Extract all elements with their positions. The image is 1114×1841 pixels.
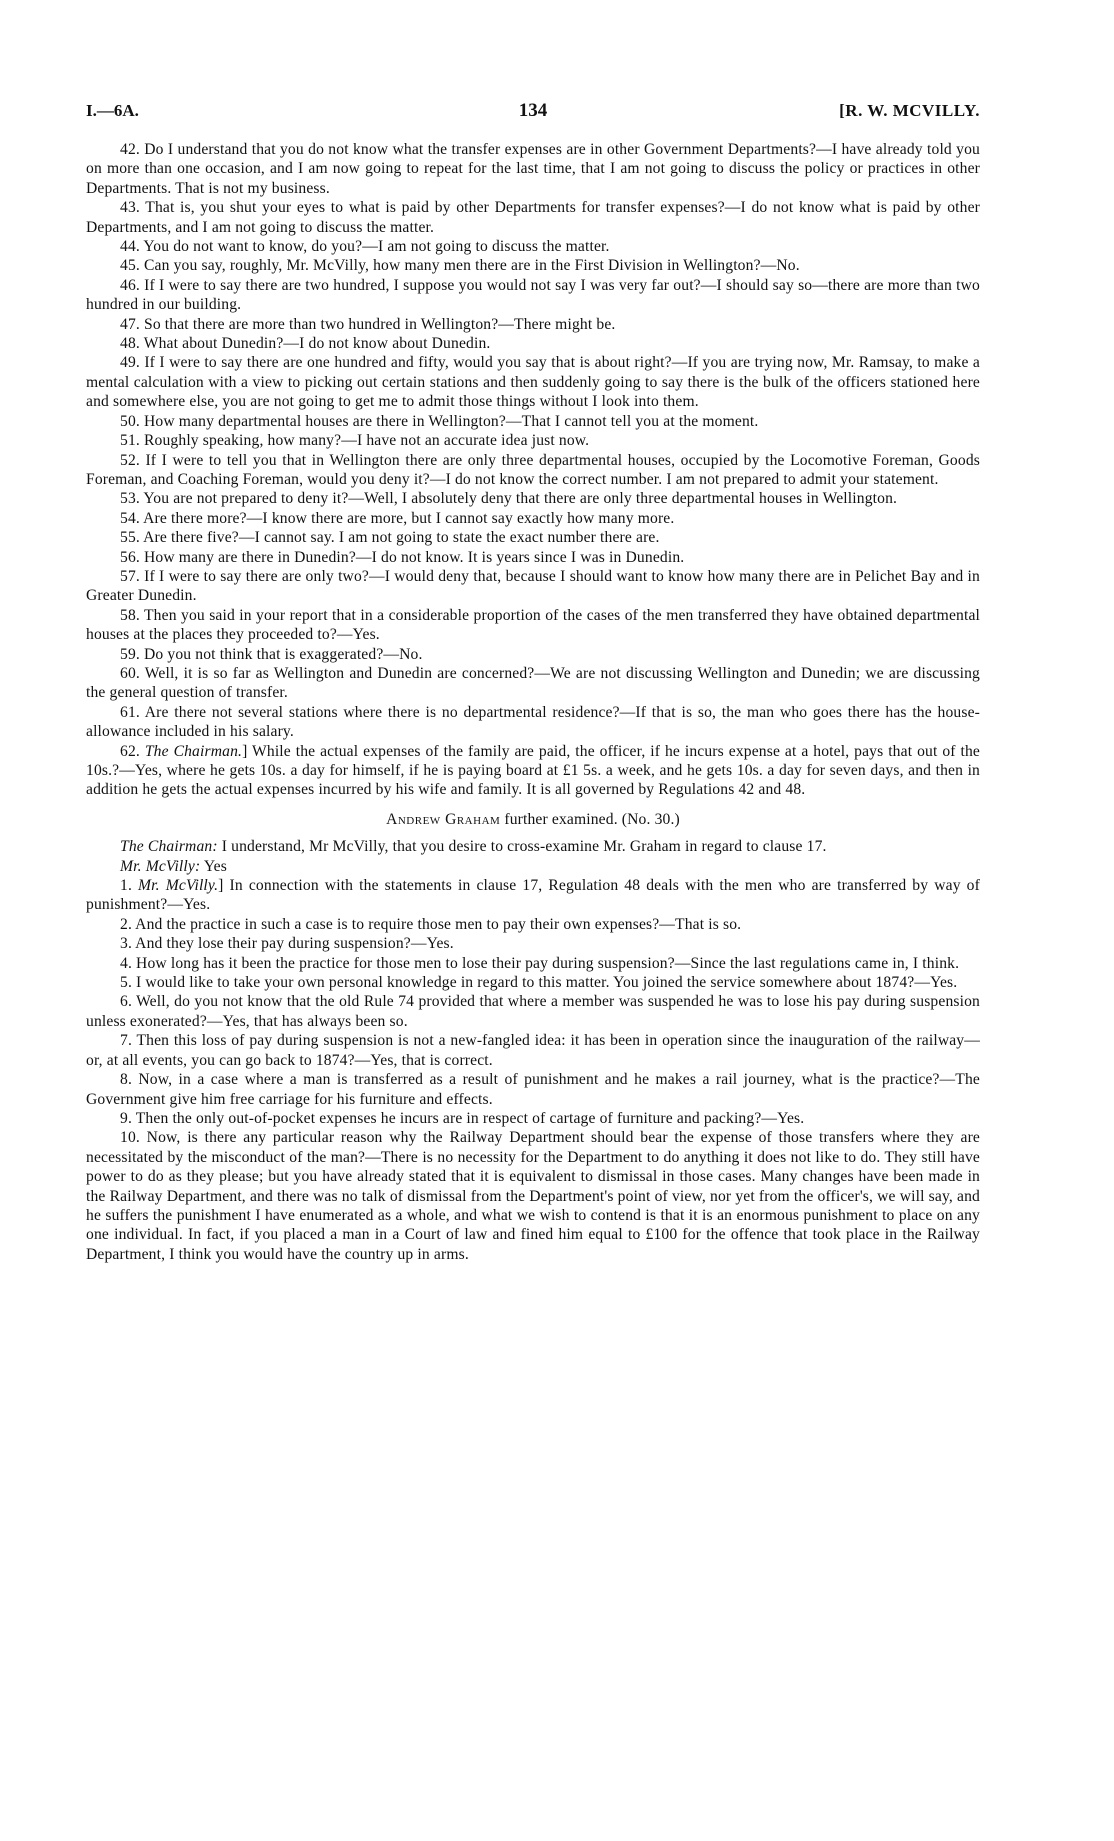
paragraph-text: ] In connection with the statements in clause 17, Regulation 48 deals with the men who are transferred by way of punishment?—Yes.	[86, 877, 980, 914]
paragraph-7: 7. Then this loss of pay during suspension is not a new-fangled idea: it has been in operation since the inauguration of the railway—or, at all events, you can go back to 1874?—Yes, that is correct.	[86, 1032, 980, 1069]
paragraph-45: 45. Can you say, roughly, Mr. McVilly, how many men there are in the First Division in Wellington?—No.	[120, 257, 800, 275]
paragraph-text: Yes	[203, 857, 227, 875]
paragraph-text: I understand, Mr McVilly, that you desire to cross-examine Mr. Graham in regard to clause 17.	[221, 838, 827, 856]
paragraph-4: 4. How long has it been the practice for those men to lose their pay during suspension?—Since the last regulations came in, I think.	[120, 954, 960, 972]
paragraph-55: 55. Are there five?—I cannot say. I am not going to state the exact number there are.	[120, 529, 660, 547]
paragraph-49: 49. If I were to say there are one hundred and fifty, would you say that is about right?—If you are trying now, Mr. Ramsay, to make a mental calculation with a view to picking out certain stations and then suddenly going to say there is the bulk of the officers stationed here and somewhere else, you are not going to get me to admit those things without I look into them.	[86, 354, 980, 411]
page-number: 134	[518, 100, 548, 121]
paper-reference: I.—6A.	[86, 101, 139, 120]
paragraph-60: 60. Well, it is so far as Wellington and Dunedin are concerned?—We are not discussing Wellington and Dunedin; we are discussing the general question of transfer.	[86, 664, 980, 702]
paragraph-52: 52. If I were to tell you that in Wellington there are only three departmental houses, occupied by the Locomotive Foreman, Goods Foreman, and Coaching Foreman, would you deny it?—I do not know the correct number. I am not prepared to admit your statement.	[86, 451, 980, 488]
paragraph-44: 44. You do not want to know, do you?—I am not going to discuss the matter.	[120, 238, 610, 256]
body-text	[86, 140, 980, 1264]
document-page	[86, 100, 980, 1264]
paragraph-46: 46. If I were to say there are two hundred, I suppose you would not say I was very far out?—I should say so—there are more than two hundred in our building.	[86, 276, 980, 314]
paragraph-2: 2. And the practice in such a case is to require those men to pay their own expenses?—That is so.	[120, 915, 742, 933]
paragraph-43: 43. That is, you shut your eyes to what is paid by other Departments for transfer expenses?—I do not know what is paid by other Departments, and I am not going to discuss the matter.	[86, 199, 980, 236]
witness-heading-name: Andrew Graham	[386, 810, 501, 828]
speaker-name: The Chairman.	[144, 742, 243, 760]
speaker-name: Mr. McVilly.	[138, 877, 219, 895]
mcvilly-reply	[86, 857, 980, 876]
paragraph-number: 1.	[120, 877, 132, 895]
paragraph-text: ] While the actual expenses of the family are paid, the officer, if he incurs expense at a hotel, pays that out of the 10s.?—Yes, where he gets 10s. a day for himself, if he is paying board at £1 5s. a week, and he gets 10s. a day for seven days, and then in addition he gets the actual expenses incurred by his wife and family. It is all governed by Regulations 42 and 48.	[86, 742, 980, 799]
paragraph-3: 3. And they lose their pay during suspension?—Yes.	[120, 935, 454, 953]
paragraph-56: 56. How many are there in Dunedin?—I do not know. It is years since I was in Dunedin.	[120, 548, 685, 566]
paragraph-10: 10. Now, is there any particular reason why the Railway Department should bear the expense of those transfers where they are necessitated by the misconduct of the man?—There is no necessity for the Department to do anything it does not like to do. They still have power to do as they please; but you have already stated that it is equivalent to dismissal in those cases. Many changes have been made in the Railway Department, and there was no talk of dismissal from the Department's point of view, nor yet from the officer's, we will say, and he suffers the punishment I have enumerated as a whole, and what we wish to contend is that it is an enormous punishment to place on any one individual. In fact, if you placed a man in a Court of law and fined him equal to £100 for the offence that took place in the Railway Department, I think you would have the country up in arms.	[86, 1129, 980, 1263]
paragraph-62	[86, 742, 980, 800]
paragraph-59: 59. Do you not think that is exaggerated?—No.	[120, 645, 423, 663]
paragraph-48: 48. What about Dunedin?—I do not know about Dunedin.	[120, 335, 491, 353]
chairman-intro	[86, 837, 980, 856]
paragraph-58: 58. Then you said in your report that in a considerable proportion of the cases of the men transferred they have obtained departmental houses at the places they proceeded to?—Yes.	[86, 606, 980, 644]
paragraph-53: 53. You are not prepared to deny it?—Well, I absolutely deny that there are only three departmental houses in Wellington.	[120, 490, 898, 508]
speaker-name: The Chairman:	[120, 838, 218, 856]
paragraph-42: 42. Do I understand that you do not know what the transfer expenses are in other Government Departments?—I have already told you on more than one occasion, and I am now going to repeat for the last time, that I am not going to discuss the policy or practices in other Departments. That is not my business.	[86, 141, 980, 197]
paragraph-61: 61. Are there not several stations where there is no departmental residence?—If that is so, the man who goes there has the house-allowance included in his salary.	[86, 703, 980, 741]
paragraph-5: 5. I would like to take your own personal knowledge in regard to this matter. You joined the service somewhere about 1874?—Yes.	[120, 974, 958, 992]
paragraph-51: 51. Roughly speaking, how many?—I have not an accurate idea just now.	[120, 432, 590, 450]
paragraph-1	[86, 876, 980, 915]
witness-heading-rest: further examined. (No. 30.)	[504, 810, 680, 828]
paragraph-54: 54. Are there more?—I know there are more, but I cannot say exactly how many more.	[120, 509, 675, 527]
paragraph-9: 9. Then the only out-of-pocket expenses he incurs are in respect of cartage of furniture and packing?—Yes.	[120, 1109, 805, 1127]
paragraph-47: 47. So that there are more than two hundred in Wellington?—There might be.	[120, 315, 616, 333]
paragraph-8: 8. Now, in a case where a man is transferred as a result of punishment and he makes a rail journey, what is the practice?—The Government give him free carriage for his furniture and effects.	[86, 1071, 980, 1108]
paragraph-50: 50. How many departmental houses are there in Wellington?—That I cannot tell you at the moment.	[120, 412, 759, 430]
paragraph-number: 62.	[120, 742, 140, 760]
witness-name: [R. W. MCVILLY.	[839, 101, 980, 120]
speaker-name: Mr. McVilly:	[120, 857, 201, 875]
page-header	[86, 100, 980, 122]
section-heading	[86, 810, 980, 829]
paragraph-6: 6. Well, do you not know that the old Rule 74 provided that where a member was suspended he was to lose his pay during suspension unless exonerated?—Yes, that has always been so.	[86, 993, 980, 1030]
paragraph-57: 57. If I were to say there are only two?—I would deny that, because I should want to know how many there are in Pelichet Bay and in Greater Dunedin.	[86, 567, 980, 605]
